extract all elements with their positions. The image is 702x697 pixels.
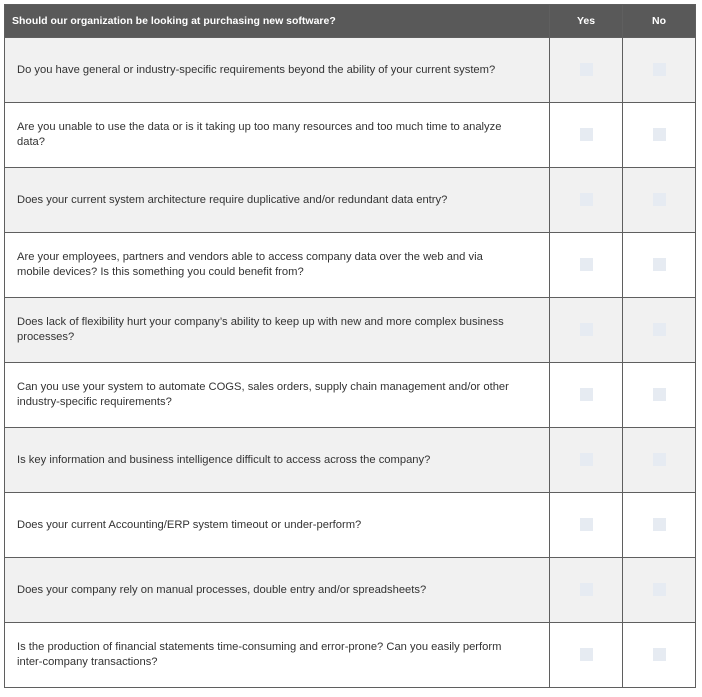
yes-cell (550, 168, 623, 233)
yes-cell (550, 428, 623, 493)
no-cell (623, 103, 696, 168)
no-cell (623, 233, 696, 298)
yes-checkbox[interactable] (580, 193, 593, 206)
no-checkbox[interactable] (653, 193, 666, 206)
question-text: Do you have general or industry-specific requirements beyond the ability of your current system? (5, 38, 550, 103)
yes-checkbox[interactable] (580, 583, 593, 596)
table-row (5, 233, 696, 298)
no-checkbox[interactable] (653, 128, 666, 141)
question-text: Does your company rely on manual processes, double entry and/or spreadsheets? (5, 558, 550, 623)
no-checkbox[interactable] (653, 648, 666, 661)
no-cell (623, 428, 696, 493)
yes-checkbox[interactable] (580, 453, 593, 466)
question-text: Does lack of flexibility hurt your company’s ability to keep up with new and more complex business processes? (5, 298, 550, 363)
question-column-header: Should our organization be looking at purchasing new software? (5, 5, 550, 38)
table-row (5, 493, 696, 558)
table-row (5, 623, 696, 688)
question-text: Is key information and business intelligence difficult to access across the company? (5, 428, 550, 493)
yes-checkbox[interactable] (580, 518, 593, 531)
no-column-header: No (623, 5, 696, 38)
yes-cell (550, 558, 623, 623)
question-text: Are you unable to use the data or is it taking up too many resources and too much time to analyze data? (5, 103, 550, 168)
table-header-row (5, 5, 696, 38)
no-cell (623, 298, 696, 363)
question-text: Is the production of financial statements time-consuming and error-prone? Can you easily perform inter-company transactions? (5, 623, 550, 688)
table-row (5, 363, 696, 428)
yes-cell (550, 623, 623, 688)
table-row (5, 38, 696, 103)
question-text: Does your current system architecture require duplicative and/or redundant data entry? (5, 168, 550, 233)
no-cell (623, 558, 696, 623)
yes-cell (550, 363, 623, 428)
no-cell (623, 493, 696, 558)
no-checkbox[interactable] (653, 388, 666, 401)
no-checkbox[interactable] (653, 518, 666, 531)
question-text: Does your current Accounting/ERP system timeout or under-perform? (5, 493, 550, 558)
no-checkbox[interactable] (653, 258, 666, 271)
yes-checkbox[interactable] (580, 323, 593, 336)
yes-checkbox[interactable] (580, 388, 593, 401)
no-cell (623, 168, 696, 233)
yes-checkbox[interactable] (580, 63, 593, 76)
yes-checkbox[interactable] (580, 128, 593, 141)
yes-cell (550, 233, 623, 298)
question-text: Are your employees, partners and vendors able to access company data over the web and via mobile devices? Is this something you could benefit from? (5, 233, 550, 298)
no-cell (623, 623, 696, 688)
yes-checkbox[interactable] (580, 648, 593, 661)
no-checkbox[interactable] (653, 583, 666, 596)
yes-cell (550, 103, 623, 168)
table-row (5, 168, 696, 233)
no-cell (623, 363, 696, 428)
table-row (5, 558, 696, 623)
table-row (5, 428, 696, 493)
yes-cell (550, 38, 623, 103)
software-checklist-table (4, 4, 696, 688)
question-text: Can you use your system to automate COGS, sales orders, supply chain management and/or other industry-specific requirements? (5, 363, 550, 428)
yes-cell (550, 493, 623, 558)
yes-checkbox[interactable] (580, 258, 593, 271)
table-row (5, 298, 696, 363)
no-checkbox[interactable] (653, 63, 666, 76)
yes-column-header: Yes (550, 5, 623, 38)
no-checkbox[interactable] (653, 453, 666, 466)
no-cell (623, 38, 696, 103)
no-checkbox[interactable] (653, 323, 666, 336)
table-row (5, 103, 696, 168)
yes-cell (550, 298, 623, 363)
